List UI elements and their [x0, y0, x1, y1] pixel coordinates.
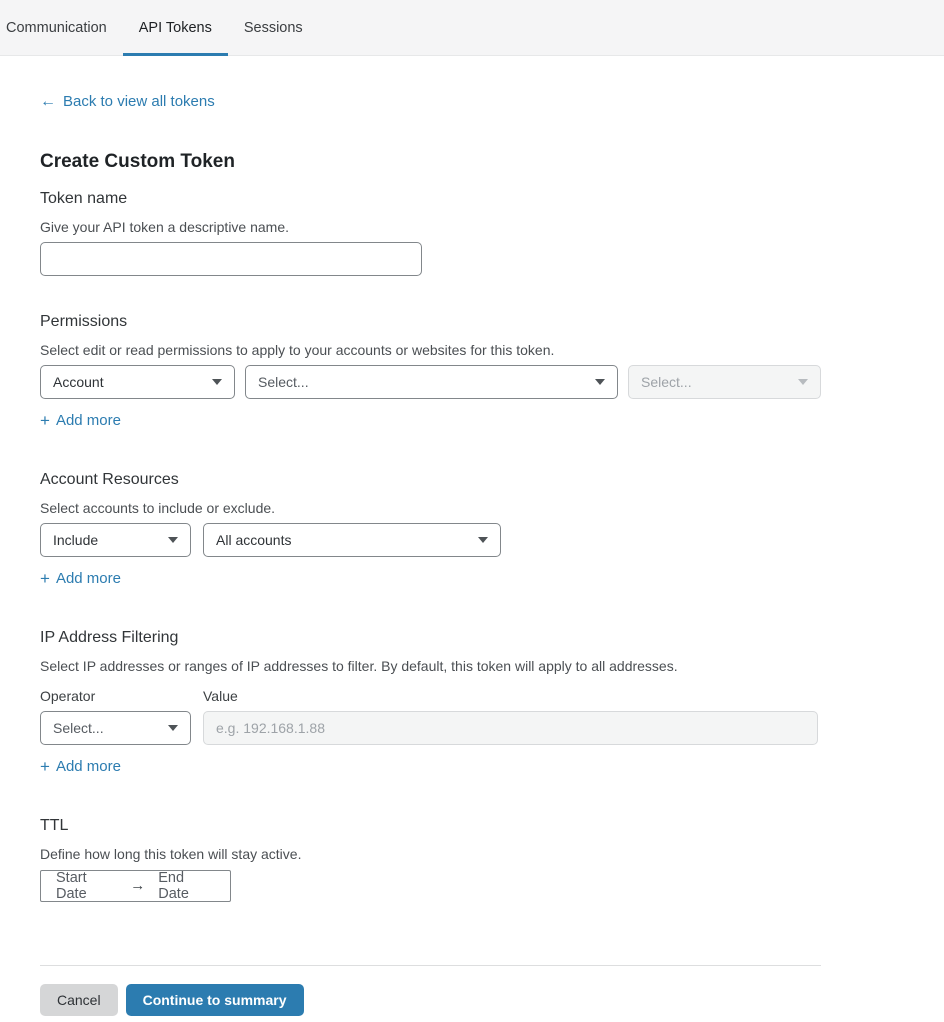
permission-scope-select[interactable] — [40, 365, 235, 399]
tab-sessions[interactable]: Sessions — [243, 19, 303, 36]
chevron-down-icon — [212, 379, 222, 385]
ip-filtering-add-more-link[interactable] — [40, 758, 121, 775]
plus-icon: + — [40, 410, 50, 430]
back-link-label: Back to view all tokens — [63, 93, 215, 110]
chevron-down-icon — [478, 537, 488, 543]
permission-scope-value: Account — [53, 373, 104, 390]
tab-communication[interactable]: Communication — [6, 19, 107, 36]
tab-bar — [0, 0, 944, 56]
resource-mode-select[interactable] — [40, 523, 191, 557]
chevron-down-icon — [168, 725, 178, 731]
permissions-add-more-link[interactable] — [40, 412, 121, 429]
operator-field-label: Operator — [40, 687, 96, 704]
account-resources-add-more-link[interactable] — [40, 570, 121, 587]
account-resources-description: Select accounts to include or exclude. — [40, 499, 276, 516]
chevron-down-icon — [595, 379, 605, 385]
add-more-label: Add more — [55, 569, 121, 587]
ip-filtering-description: Select IP addresses or ranges of IP addresses to filter. By default, this token will apply to all addresses. — [40, 657, 678, 674]
back-arrow-icon: ← — [40, 92, 56, 110]
account-resources-section — [40, 471, 904, 589]
permission-group-placeholder: Select... — [258, 373, 309, 390]
ip-operator-select[interactable] — [40, 711, 191, 745]
chevron-down-icon — [168, 537, 178, 543]
permissions-section — [40, 313, 904, 431]
token-name-section — [40, 190, 904, 276]
resource-accounts-select[interactable] — [203, 523, 501, 557]
value-field-label: Value — [203, 687, 238, 704]
plus-icon: + — [40, 756, 50, 776]
page-title: Create Custom Token — [40, 150, 235, 172]
permission-access-select — [628, 365, 821, 399]
resource-accounts-value: All accounts — [216, 531, 292, 548]
ttl-date-range-picker[interactable] — [40, 870, 231, 902]
back-to-tokens-link[interactable] — [40, 93, 215, 110]
cancel-button[interactable]: Cancel — [40, 984, 118, 1016]
token-name-description: Give your API token a descriptive name. — [40, 218, 290, 235]
account-resources-label: Account Resources — [40, 470, 179, 488]
permissions-label: Permissions — [40, 312, 128, 330]
ip-filtering-label: IP Address Filtering — [40, 628, 179, 646]
start-date-placeholder: Start Date — [56, 869, 87, 902]
ip-filtering-section — [40, 629, 904, 777]
token-name-label: Token name — [40, 189, 128, 207]
ttl-description: Define how long this token will stay active. — [40, 845, 302, 862]
end-date-placeholder: End Date — [158, 869, 189, 902]
continue-to-summary-button[interactable]: Continue to summary — [126, 984, 304, 1016]
chevron-down-icon — [798, 379, 808, 385]
main-content — [0, 56, 944, 1016]
plus-icon: + — [40, 568, 50, 588]
resource-mode-value: Include — [53, 531, 99, 548]
permission-access-placeholder: Select... — [641, 373, 692, 390]
token-name-input[interactable] — [40, 242, 422, 276]
tab-api-tokens[interactable]: API Tokens — [123, 0, 228, 55]
footer-divider — [40, 965, 821, 966]
ttl-section — [40, 817, 904, 902]
permission-group-select[interactable] — [245, 365, 618, 399]
arrow-right-icon: → — [130, 877, 146, 894]
ttl-label: TTL — [40, 816, 69, 834]
footer-actions — [40, 984, 904, 1016]
ip-operator-placeholder: Select... — [53, 719, 104, 736]
ip-value-input — [203, 711, 818, 745]
permissions-description: Select edit or read permissions to apply to your accounts or websites for this token. — [40, 341, 555, 358]
add-more-label: Add more — [55, 411, 121, 429]
add-more-label: Add more — [55, 757, 121, 775]
